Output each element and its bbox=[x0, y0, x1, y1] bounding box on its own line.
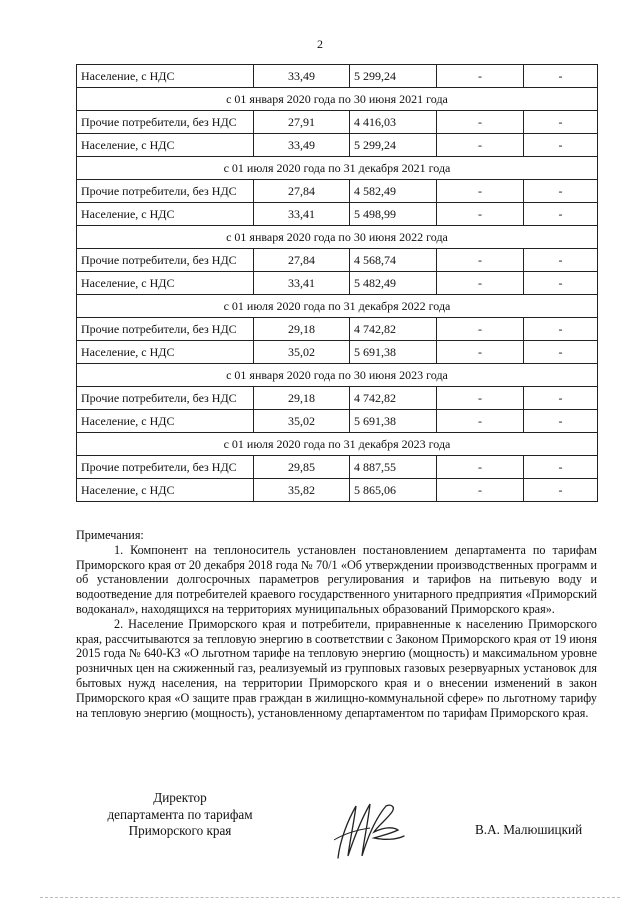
cell-consumer: Население, с НДС bbox=[77, 65, 254, 88]
cell-dash: - bbox=[437, 180, 524, 203]
tariff-table bbox=[76, 64, 598, 502]
period-header-row bbox=[77, 364, 598, 387]
table-row bbox=[77, 456, 598, 479]
notes-heading: Примечания: bbox=[76, 528, 144, 542]
cell-value-1: 27,84 bbox=[254, 249, 350, 272]
cell-consumer: Прочие потребители, без НДС bbox=[77, 111, 254, 134]
cell-value-2: 5 691,38 bbox=[350, 341, 437, 364]
cell-dash: - bbox=[524, 318, 598, 341]
cell-value-1: 29,18 bbox=[254, 387, 350, 410]
table-row bbox=[77, 410, 598, 433]
cell-value-1: 35,02 bbox=[254, 341, 350, 364]
cell-value-1: 27,91 bbox=[254, 111, 350, 134]
cell-dash: - bbox=[437, 410, 524, 433]
cell-value-2: 5 299,24 bbox=[350, 134, 437, 157]
cell-value-2: 5 299,24 bbox=[350, 65, 437, 88]
table-row bbox=[77, 65, 598, 88]
cell-dash: - bbox=[524, 272, 598, 295]
signer-title-line-1: Директор bbox=[153, 790, 207, 805]
cell-consumer: Население, с НДС bbox=[77, 203, 254, 226]
period-title: с 01 января 2020 года по 30 июня 2023 года bbox=[77, 364, 598, 387]
scan-edge-line bbox=[40, 897, 620, 899]
signature-title-block bbox=[80, 790, 280, 840]
period-header-row bbox=[77, 295, 598, 318]
cell-dash: - bbox=[524, 387, 598, 410]
table-row bbox=[77, 479, 598, 502]
period-title: с 01 января 2020 года по 30 июня 2021 года bbox=[77, 88, 598, 111]
cell-consumer: Население, с НДС bbox=[77, 134, 254, 157]
cell-value-2: 5 482,49 bbox=[350, 272, 437, 295]
cell-consumer: Прочие потребители, без НДС bbox=[77, 387, 254, 410]
period-header-row bbox=[77, 157, 598, 180]
page-number: 2 bbox=[317, 37, 323, 51]
cell-dash: - bbox=[437, 341, 524, 364]
cell-dash: - bbox=[524, 180, 598, 203]
cell-dash: - bbox=[524, 456, 598, 479]
cell-value-2: 4 742,82 bbox=[350, 387, 437, 410]
table-row bbox=[77, 134, 598, 157]
table-row bbox=[77, 272, 598, 295]
table-row bbox=[77, 111, 598, 134]
cell-value-2: 4 742,82 bbox=[350, 318, 437, 341]
period-title: с 01 января 2020 года по 30 июня 2022 года bbox=[77, 226, 598, 249]
cell-dash: - bbox=[437, 203, 524, 226]
cell-consumer: Прочие потребители, без НДС bbox=[77, 456, 254, 479]
cell-consumer: Население, с НДС bbox=[77, 272, 254, 295]
cell-dash: - bbox=[437, 318, 524, 341]
cell-value-1: 35,02 bbox=[254, 410, 350, 433]
period-header-row bbox=[77, 226, 598, 249]
cell-value-1: 33,49 bbox=[254, 65, 350, 88]
cell-consumer: Прочие потребители, без НДС bbox=[77, 180, 254, 203]
cell-dash: - bbox=[524, 111, 598, 134]
period-header-row bbox=[77, 433, 598, 456]
table-row bbox=[77, 249, 598, 272]
cell-dash: - bbox=[524, 410, 598, 433]
cell-value-2: 4 887,55 bbox=[350, 456, 437, 479]
cell-dash: - bbox=[524, 479, 598, 502]
cell-value-2: 5 865,06 bbox=[350, 479, 437, 502]
cell-value-1: 27,84 bbox=[254, 180, 350, 203]
cell-dash: - bbox=[437, 272, 524, 295]
cell-dash: - bbox=[524, 249, 598, 272]
table-row bbox=[77, 203, 598, 226]
cell-value-2: 5 498,99 bbox=[350, 203, 437, 226]
cell-value-1: 29,18 bbox=[254, 318, 350, 341]
cell-dash: - bbox=[437, 479, 524, 502]
period-title: с 01 июля 2020 года по 31 декабря 2021 года bbox=[77, 157, 598, 180]
note-1: 1. Компонент на теплоноситель установлен постановлением департамента по тарифам Приморского края от 20 декабря 2018 года № 70/1 «Об утверждении производственных программ и об установлении долгосрочных параметров регулирования и тарифов на питьевую воду и водоотведение для потребителей краевого государственного унитарного предприятия «Приморский водоканал», находящихся на территориях муниципальных образований Приморского края». bbox=[76, 542, 597, 616]
cell-value-1: 29,85 bbox=[254, 456, 350, 479]
table-row bbox=[77, 341, 598, 364]
cell-dash: - bbox=[437, 111, 524, 134]
handwritten-signature bbox=[330, 800, 410, 862]
cell-dash: - bbox=[437, 249, 524, 272]
notes-section bbox=[76, 528, 597, 720]
cell-value-2: 5 691,38 bbox=[350, 410, 437, 433]
cell-dash: - bbox=[437, 134, 524, 157]
table-row bbox=[77, 318, 598, 341]
cell-consumer: Прочие потребители, без НДС bbox=[77, 249, 254, 272]
table-row bbox=[77, 180, 598, 203]
table-row bbox=[77, 387, 598, 410]
cell-dash: - bbox=[524, 341, 598, 364]
cell-value-2: 4 568,74 bbox=[350, 249, 437, 272]
cell-dash: - bbox=[437, 387, 524, 410]
cell-value-2: 4 582,49 bbox=[350, 180, 437, 203]
cell-value-1: 35,82 bbox=[254, 479, 350, 502]
period-title: с 01 июля 2020 года по 31 декабря 2022 года bbox=[77, 295, 598, 318]
cell-consumer: Население, с НДС bbox=[77, 479, 254, 502]
period-title: с 01 июля 2020 года по 31 декабря 2023 года bbox=[77, 433, 598, 456]
cell-consumer: Население, с НДС bbox=[77, 341, 254, 364]
cell-consumer: Прочие потребители, без НДС bbox=[77, 318, 254, 341]
cell-value-2: 4 416,03 bbox=[350, 111, 437, 134]
period-header-row bbox=[77, 88, 598, 111]
cell-value-1: 33,49 bbox=[254, 134, 350, 157]
signer-name: В.А. Малюшицкий bbox=[475, 822, 583, 837]
signer-title-line-2: департамента по тарифам bbox=[107, 806, 253, 822]
cell-dash: - bbox=[524, 203, 598, 226]
cell-dash: - bbox=[524, 134, 598, 157]
cell-value-1: 33,41 bbox=[254, 272, 350, 295]
cell-dash: - bbox=[524, 65, 598, 88]
cell-dash: - bbox=[437, 456, 524, 479]
cell-value-1: 33,41 bbox=[254, 203, 350, 226]
signer-title-line-3: Приморского края bbox=[128, 823, 232, 838]
note-2: 2. Население Приморского края и потребители, приравненные к населению Приморского края, рассчитываются за тепловую энергию в соответствии с Законом Приморского края от 19 июня 2015 года № 640-КЗ «О льготном тарифе на тепловую энергию (мощность) и максимальном уровне розничных цен на сжиженный газ, реализуемый из групповых газовых резервуарных установок для бытовых нужд населения, на территории Приморского края и о внесении изменений в закон Приморского края «О защите прав граждан в жилищно-коммунальной сфере» по льготному тарифу на тепловую энергию (мощность), установленному департаментом по тарифам Приморского края. bbox=[76, 616, 597, 720]
cell-consumer: Население, с НДС bbox=[77, 410, 254, 433]
cell-dash: - bbox=[437, 65, 524, 88]
